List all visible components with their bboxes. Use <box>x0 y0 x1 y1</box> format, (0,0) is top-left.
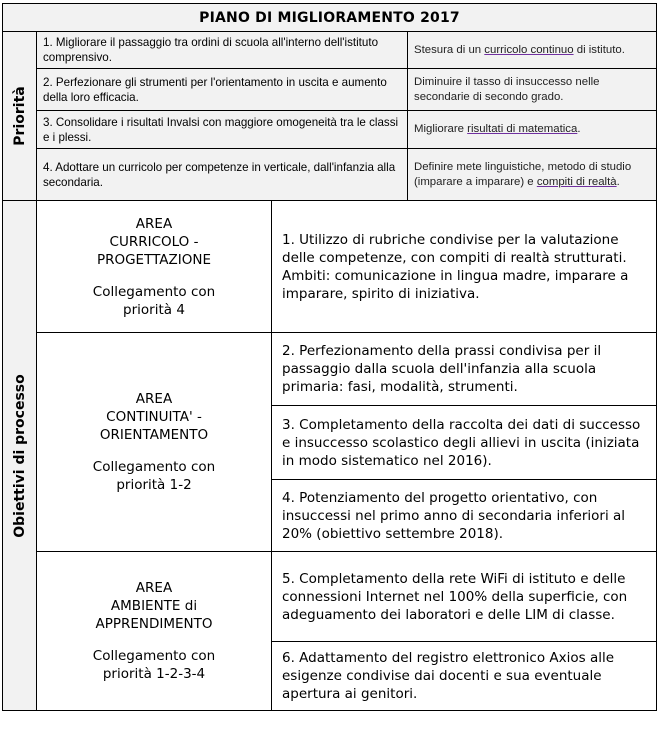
priority-goal-2: Diminuire il tasso di insuccesso nelle secondarie di secondo grado. <box>408 69 657 111</box>
priority-1: 1. Migliorare il passaggio tra ordini di scuola all'interno dell'istituto comprensivo. <box>37 32 408 69</box>
area-continuita: AREA CONTINUITA' - ORIENTAMENTO Collegamento con priorità 1-2 <box>37 333 272 552</box>
process-section-label: Obiettivi di processo <box>3 201 37 711</box>
priority-4: 4. Adottare un curricolo per competenze in verticale, dall'infanzia alla secondaria. <box>37 149 408 201</box>
objective-5: 5. Completamento della rete WiFi di istituto e delle connessioni Internet nel 100% della superficie, con adeguamento dei laboratori e delle LIM di classe. <box>272 552 657 642</box>
objective-3: 3. Completamento della raccolta dei dati di successo e insuccesso scolastico degli allievi in uscita (iniziata in modo sistematico nel 2016). <box>272 406 657 480</box>
objective-4: 4. Potenziamento del progetto orientativo, con insuccessi nel primo anno di secondaria inferiori al 20% (obiettivo settembre 2018). <box>272 480 657 552</box>
objective-6: 6. Adattamento del registro elettronico Axios alle esigenze condivise dai docenti e sua eventuale apertura ai genitori. <box>272 642 657 711</box>
priority-goal-3: Migliorare risultati di matematica. <box>408 111 657 149</box>
priority-3: 3. Consolidare i risultati Invalsi con maggiore omogeneità tra le classi e i plessi. <box>37 111 408 149</box>
priority-2: 2. Perfezionare gli strumenti per l'orientamento in uscita e aumento della loro efficacia. <box>37 69 408 111</box>
priority-goal-4: Definire mete linguistiche, metodo di studio (imparare a imparare) e compiti di realtà. <box>408 149 657 201</box>
improvement-plan-table <box>2 3 657 711</box>
table-title: PIANO DI MIGLIORAMENTO 2017 <box>3 4 657 32</box>
area-curricolo: AREA CURRICOLO - PROGETTAZIONE Collegamento con priorità 4 <box>37 201 272 333</box>
objective-2: 2. Perfezionamento della prassi condivisa per il passaggio dalla scuola dell'infanzia alla scuola primaria: fasi, modalità, strumenti. <box>272 333 657 406</box>
area-ambiente: AREA AMBIENTE di APPRENDIMENTO Collegamento con priorità 1-2-3-4 <box>37 552 272 711</box>
priority-section-label: Priorità <box>3 32 37 201</box>
priority-goal-1: Stesura di un curricolo continuo di istituto. <box>408 32 657 69</box>
objective-1: 1. Utilizzo di rubriche condivise per la valutazione delle competenze, con compiti di realtà strutturati. Ambiti: comunicazione in lingua madre, imparare a imparare, spirito di iniziativa. <box>272 201 657 333</box>
